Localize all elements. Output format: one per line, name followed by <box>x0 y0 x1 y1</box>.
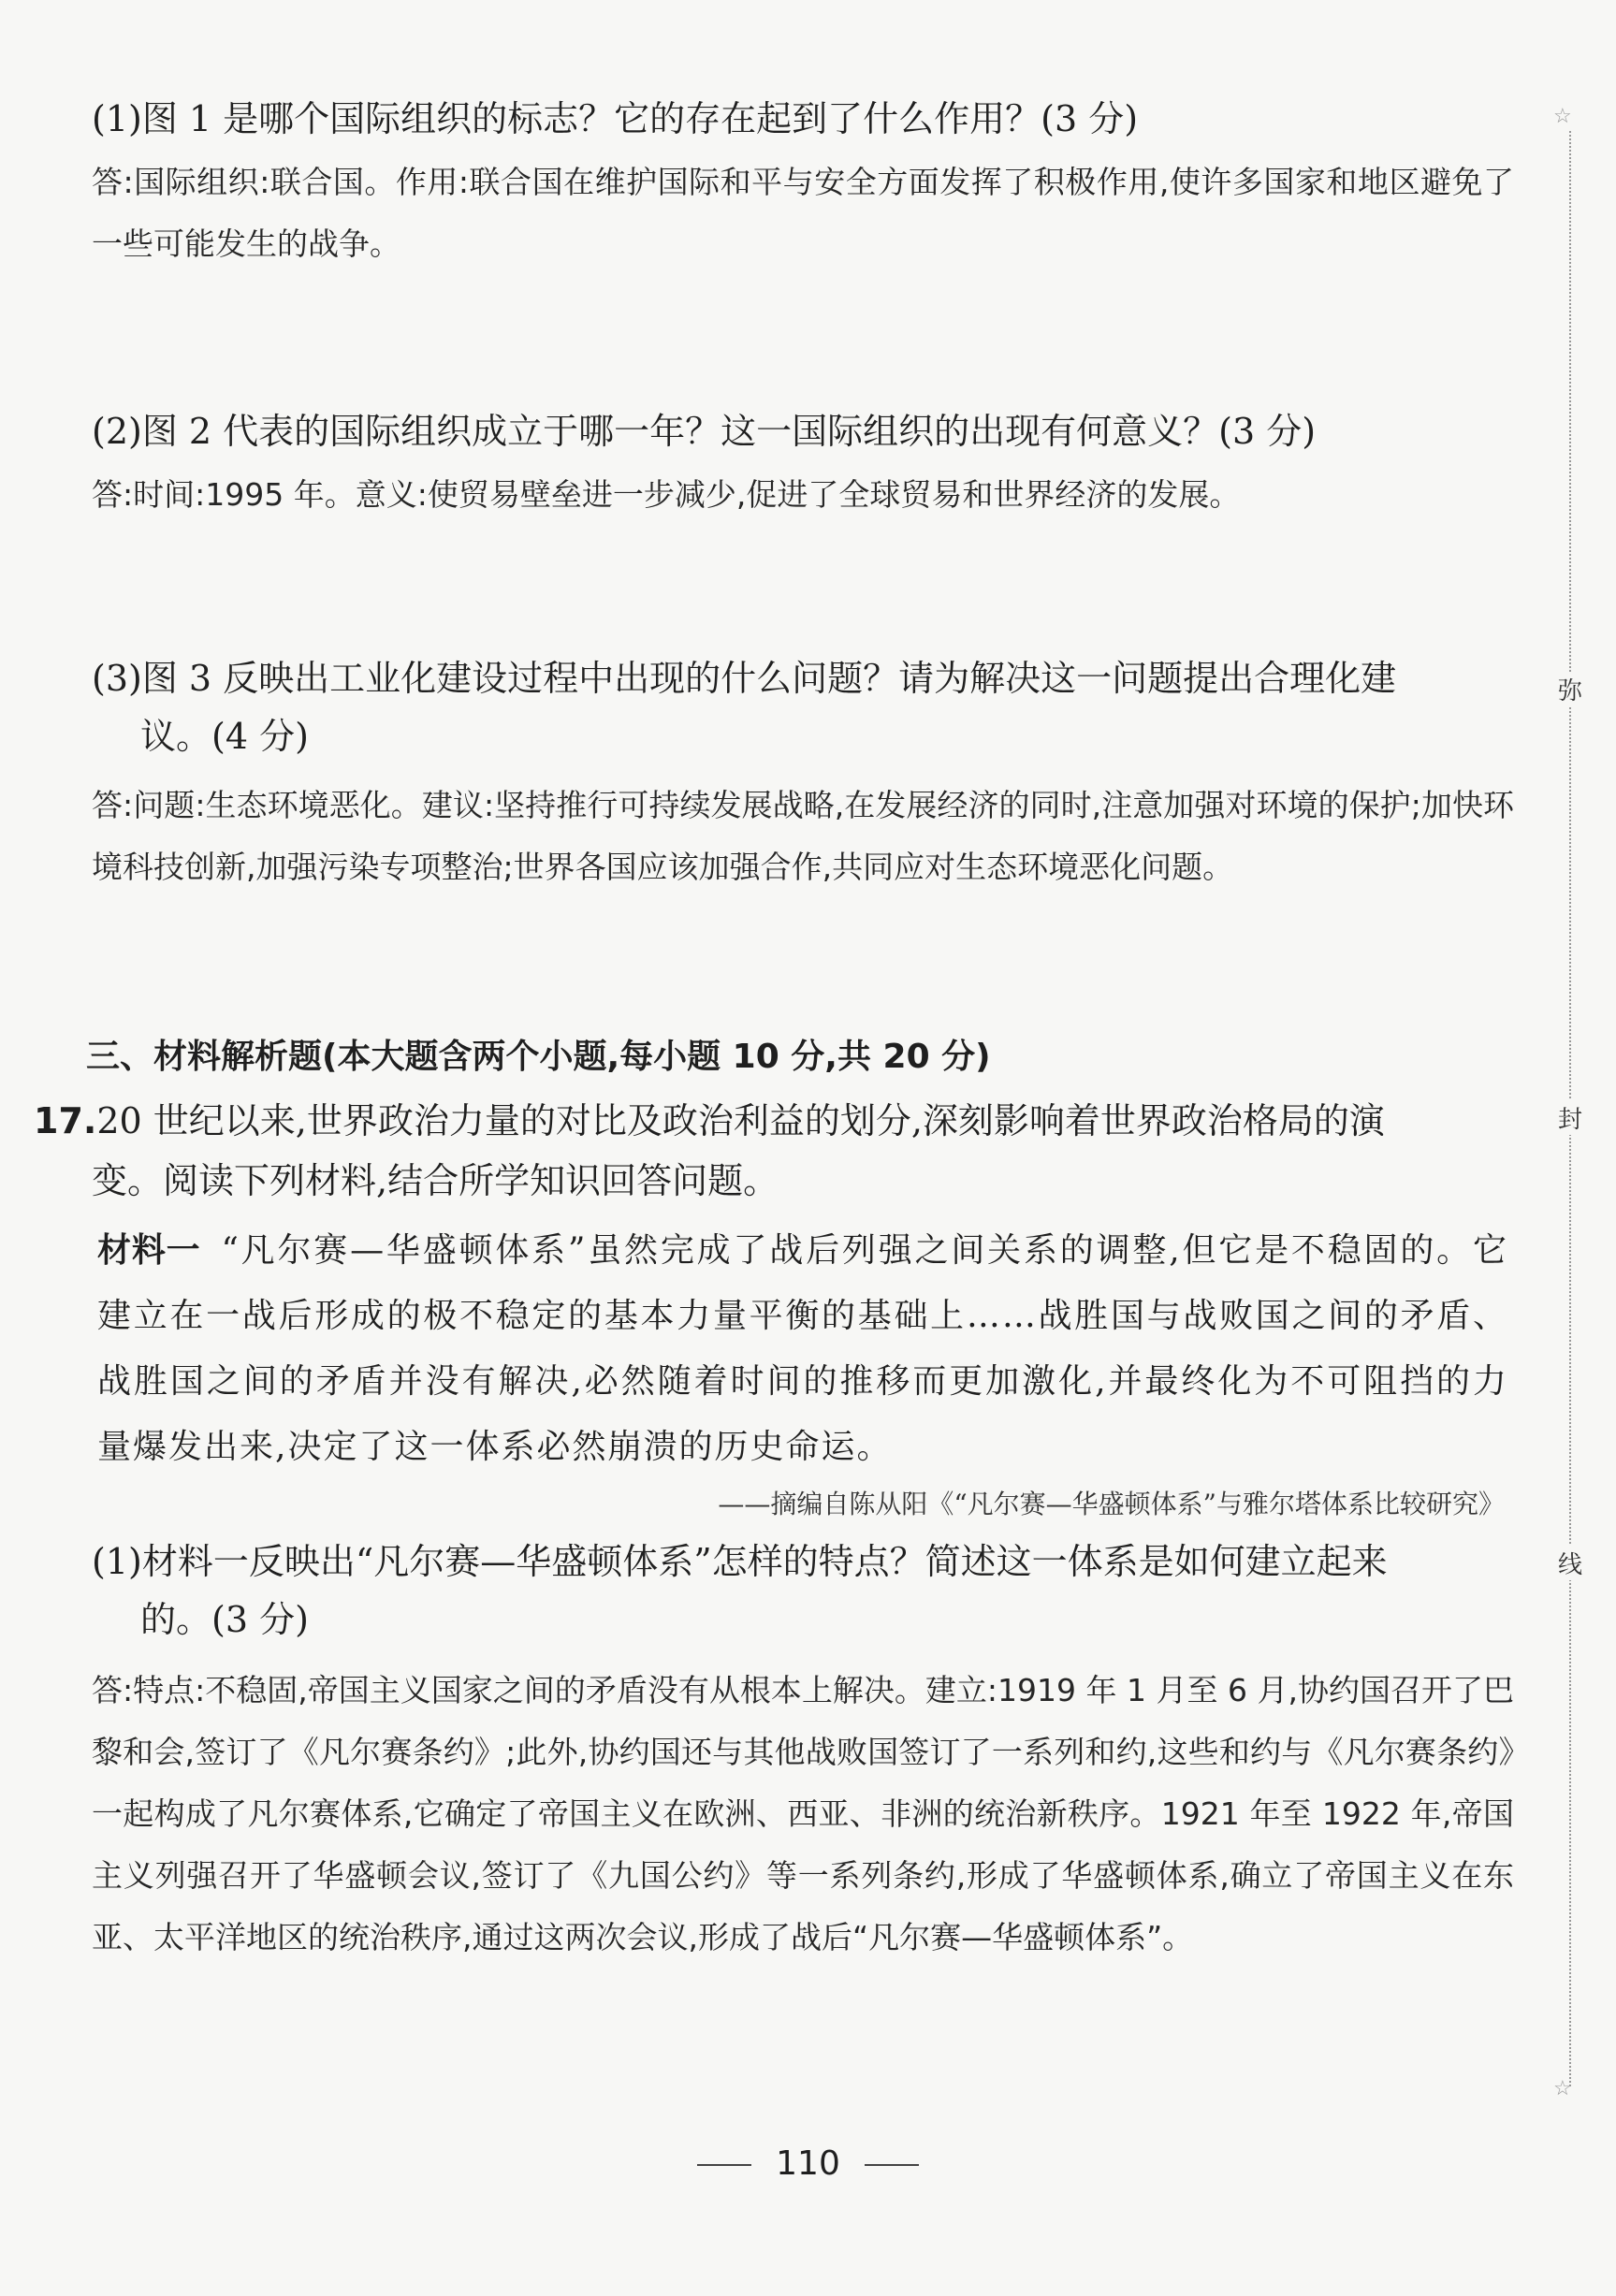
question-3-stem: 图 3 反映出工业化建设过程中出现的什么问题？请为解决这一问题提出合理化建 <box>141 658 1397 699</box>
question-17-number: 17. <box>34 1100 97 1141</box>
question-3-marks: (4 分) <box>211 716 309 757</box>
page-number-value: 110 <box>776 2144 840 2183</box>
question-17 <box>34 1091 1503 1211</box>
question-17-stem-line1: 20 世纪以来,世界政治力量的对比及政治利益的划分,深刻影响着世界政治格局的演 <box>96 1100 1385 1141</box>
material-one <box>97 1218 1508 1480</box>
material-label: 材料一 <box>97 1231 201 1270</box>
section-note: (本大题含两个小题,每小题 10 分,共 20 分) <box>322 1038 991 1076</box>
star-icon: ☆ <box>1553 2077 1572 2100</box>
binding-char-xian: 线 <box>1551 1546 1589 1580</box>
question-3-stem-cont: 议。 <box>140 716 212 757</box>
question-1-stem: 图 1 是哪个国际组织的标志？它的存在起到了什么作用？ <box>141 98 1041 139</box>
question-2-stem: 图 2 代表的国际组织成立于哪一年？这一国际组织的出现有何意义？ <box>141 411 1219 452</box>
sub-question-1 <box>92 1533 1514 1649</box>
question-1-label: (1) <box>92 98 142 139</box>
page-number-dash-left <box>697 2164 751 2166</box>
question-3-label: (3) <box>92 658 142 699</box>
answer-2: 答:时间:1995 年。意义:使贸易壁垒进一步减少,促进了全球贸易和世界经济的发展。 <box>92 476 1241 513</box>
question-3 <box>92 649 1495 765</box>
question-1-marks: (3 分) <box>1041 98 1139 139</box>
question-1 <box>92 90 1495 148</box>
sub-question-1-answer: 答:特点:不稳固,帝国主义国家之间的矛盾没有从根本上解决。建立:1919 年 1 月至 6 月,协约国召开了巴黎和会,签订了《凡尔赛条约》;此外,协约国还与其他战败国签订了一系列和约,这些和约与《凡尔赛条约》一起构成了凡尔赛体系,它确定了帝国主义在欧洲、西亚、非洲的统治新秩序。1921 年至 1922 年,帝国主义列强召开了华盛顿会议,签订了《九国公约》等一系列条约,形成了华盛顿体系,确立了帝国主义在东亚、太平洋地区的统治秩序,通过这两次会议,形成了战后“凡尔赛—华盛顿体系”。 <box>92 1672 1514 1955</box>
page-number <box>0 2144 1616 2183</box>
section-title: 三、材料解析题 <box>86 1038 323 1076</box>
material-body: “凡尔赛—华盛顿体系”虽然完成了战后列强之间关系的调整,但它是不稳固的。它建立在一战后形成的极不稳定的基本力量平衡的基础上……战胜国与战败国之间的矛盾、战胜国之间的矛盾并没有解决,必然随着时间的推移而更加激化,并最终化为不可阻挡的力量爆发出来,决定了这一体系必然崩溃的历史命运。 <box>97 1231 1508 1466</box>
sub-question-1-stem-cont: 的。 <box>140 1599 212 1640</box>
answer-3: 答:问题:生态环境恶化。建议:坚持推行可持续发展战略,在发展经济的同时,注意加强对环境的保护;加快环境科技创新,加强污染专项整治;世界各国应该加强合作,共同应对生态环境恶化问题。 <box>92 787 1514 885</box>
question-2-marks: (3 分) <box>1218 411 1317 452</box>
binding-margin <box>1551 0 1616 2296</box>
question-2-label: (2) <box>92 411 142 452</box>
material-source: ——摘编自陈从阳《“凡尔赛—华盛顿体系”与雅尔塔体系比较研究》 <box>718 1489 1505 1519</box>
star-icon: ☆ <box>1553 105 1572 128</box>
sub-question-1-marks: (3 分) <box>211 1599 309 1640</box>
answer-1: 答:国际组织:联合国。作用:联合国在维护国际和平与安全方面发挥了积极作用,使许多国家和地区避免了一些可能发生的战争。 <box>92 164 1514 262</box>
page-number-dash-right <box>865 2164 919 2166</box>
section-header <box>86 1029 991 1085</box>
sub-question-1-stem: (1)材料一反映出“凡尔赛—华盛顿体系”怎样的特点？简述这一体系是如何建立起来 <box>92 1541 1388 1582</box>
question-17-stem-line2: 变。阅读下列材料,结合所学知识回答问题。 <box>92 1160 779 1201</box>
question-2 <box>92 402 1495 460</box>
binding-char-feng: 封 <box>1551 1100 1589 1135</box>
binding-char-mi: 弥 <box>1551 672 1589 706</box>
